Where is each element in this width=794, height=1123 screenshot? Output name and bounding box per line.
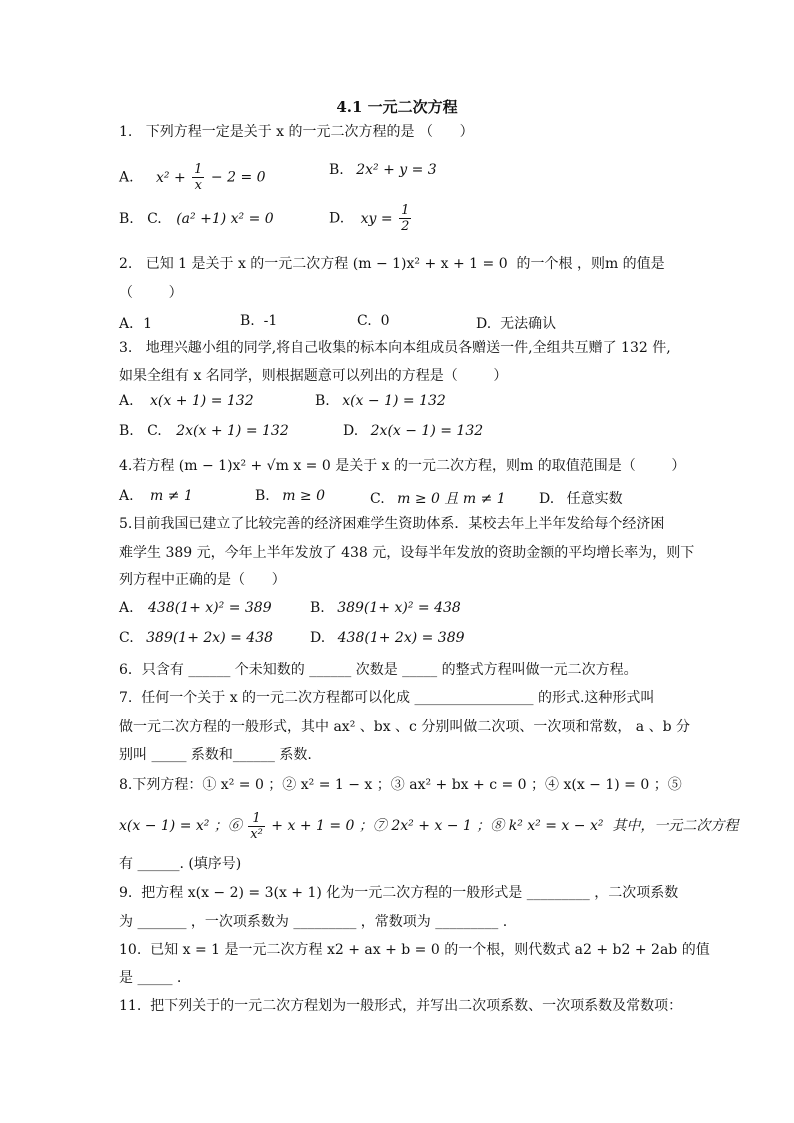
q5-d-label: D. bbox=[310, 630, 326, 646]
q2-option-d: D. 无法确认 bbox=[476, 316, 557, 332]
q1-a-num: 1 bbox=[194, 162, 203, 177]
q9-line1: 9. 把方程 x(x − 2) = 3(x + 1) 化为一元二次方程的一般形式是 _________ ，二次项系数 bbox=[119, 885, 679, 901]
q3-c-label: B. C. bbox=[119, 423, 162, 439]
q1-a-post: − 2 = 0 bbox=[210, 169, 266, 186]
q4-c-label: C. bbox=[370, 491, 385, 507]
q8-line1: 8.下列方程：① x² = 0 ；② x² = 1 − x ；③ ax² + bx + c = 0 ；④ x(x − 1) = 0 ；⑤ bbox=[119, 777, 682, 793]
q4-a-text: m ≠ 1 bbox=[150, 488, 193, 504]
q1-a-label: A. bbox=[119, 169, 134, 186]
q5-a-text: 438(1+ x)² = 389 bbox=[148, 600, 272, 616]
q4-option-a bbox=[119, 488, 193, 504]
q8-l2-post: + x + 1 = 0 ；⑦ 2x² + x − 1 ；⑧ k² x² = x − x² 其中，一元二次方程 bbox=[271, 818, 739, 834]
q3-b-text: x(x − 1) = 132 bbox=[342, 393, 446, 409]
q5-d-text: 438(1+ 2x) = 389 bbox=[337, 630, 465, 646]
q5-b-text: 389(1+ x)² = 438 bbox=[337, 600, 461, 616]
q3-option-a bbox=[119, 393, 254, 409]
q3-c-text: 2x(x + 1) = 132 bbox=[176, 423, 289, 439]
q1-d-pre: xy = bbox=[360, 210, 393, 227]
q5-option-a bbox=[119, 600, 272, 616]
q5-option-b bbox=[310, 600, 461, 616]
q4-a-label: A. bbox=[119, 488, 134, 504]
q4-b-text: m ≥ 0 bbox=[282, 488, 326, 504]
q5-stem-line2: 难学生 389 元，今年上半年发放了 438 元，设每半年发放的资助金额的平均增长率为，则下 bbox=[119, 545, 695, 561]
q8-den: x² bbox=[250, 826, 263, 842]
q1-a-den: x bbox=[194, 178, 202, 193]
q3-option-b bbox=[315, 393, 446, 409]
q2-option-b: B. -1 bbox=[240, 313, 278, 329]
q8-l2-pre: x(x − 1) = x² ；⑥ bbox=[119, 818, 242, 834]
q1-option-b bbox=[329, 162, 437, 178]
q5-c-text: 389(1+ 2x) = 438 bbox=[146, 630, 274, 646]
q4-b-label: B. bbox=[255, 488, 270, 504]
q5-stem-line3: 列方程中正确的是（ ） bbox=[119, 572, 286, 588]
q1-b-text: 2x² + y = 3 bbox=[356, 162, 437, 178]
q4-d-label: D. bbox=[539, 491, 555, 507]
page-title: 4.1 一元二次方程 bbox=[336, 98, 458, 116]
q5-b-label: B. bbox=[310, 600, 325, 616]
q3-d-text: 2x(x − 1) = 132 bbox=[370, 423, 484, 439]
q3-b-label: B. bbox=[315, 393, 330, 409]
q1-option-c bbox=[119, 211, 274, 227]
q7-line2: 做一元二次方程的一般形式，其中 ax² 、bx 、c 分别叫做二次项、一次项和常数， a 、b 分 bbox=[119, 719, 691, 735]
q1-d-fraction bbox=[399, 203, 411, 234]
q3-stem-line2: 如果全组有 x 名同学，则根据题意可以列出的方程是（ ） bbox=[119, 368, 508, 384]
q2-option-c: C. 0 bbox=[357, 313, 390, 329]
q4-stem: 4.若方程 (m − 1)x² + √m x = 0 是关于 x 的一元二次方程，则m 的取值范围是（ ） bbox=[119, 458, 686, 474]
q8-line2 bbox=[119, 808, 738, 844]
q2-option-a: A．1 bbox=[119, 316, 153, 332]
q5-option-d bbox=[310, 630, 465, 646]
q1-option-a bbox=[119, 162, 266, 193]
q2-stem: 2. 已知 1 是关于 x 的一元二次方程 (m − 1)x² + x + 1 = 0 的一个根 ，则m 的值是 bbox=[119, 256, 665, 272]
q5-stem-line1: 5.目前我国已建立了比较完善的经济困难学生资助体系．某校去年上半年发给每个经济困 bbox=[119, 516, 665, 532]
q1-a-pre: x² + bbox=[156, 169, 186, 186]
q3-a-label: A. bbox=[119, 393, 134, 409]
q7-line1: 7. 任何一个关于 x 的一元二次方程都可以化成 _________________ 的形式.这种形式叫 bbox=[119, 690, 655, 706]
q2-paren: （ ） bbox=[119, 285, 183, 301]
q5-a-label: A. bbox=[119, 600, 134, 616]
q1-stem: 1. 下列方程一定是关于 x 的一元二次方程的是 （ ） bbox=[119, 124, 474, 140]
q4-option-d bbox=[539, 488, 623, 508]
q1-a-fraction bbox=[192, 162, 204, 193]
q3-option-c bbox=[119, 423, 289, 439]
q3-option-d bbox=[343, 423, 483, 439]
q5-c-label: C. bbox=[119, 630, 134, 646]
q1-d-num: 1 bbox=[401, 203, 410, 218]
q8-num: 1 bbox=[248, 811, 265, 827]
q10-line2: 是 _____ . bbox=[119, 970, 182, 986]
q3-stem-line1: 3. 地理兴趣小组的同学,将自己收集的标本向本组成员各赠送一件,全组共互赠了 132 件, bbox=[119, 340, 671, 356]
q3-d-label: D. bbox=[343, 423, 359, 439]
q4-option-c bbox=[370, 488, 506, 508]
q1-c-text: (a² +1) x² = 0 bbox=[176, 211, 274, 227]
q4-option-b bbox=[255, 488, 325, 504]
q1-b-label: B. bbox=[329, 162, 344, 178]
q10-line1: 10. 已知 x = 1 是一元二次方程 x2 + ax + b = 0 的一个根，则代数式 a2 + b2 + 2ab 的值 bbox=[119, 942, 710, 958]
q1-c-label: B. C. bbox=[119, 211, 162, 227]
q8-line3: 有 ______. (填序号) bbox=[119, 856, 242, 872]
q11-text: 11. 把下列关于的一元二次方程划为一般形式，并写出二次项系数、一次项系数及常数项： bbox=[119, 998, 683, 1014]
q9-line2: 为 _______ ，一次项系数为 _________ ，常数项为 _________ . bbox=[119, 914, 508, 930]
q8-fraction bbox=[248, 811, 265, 842]
q5-option-c bbox=[119, 630, 273, 646]
q6-text: 6．只含有 ______ 个未知数的 ______ 次数是 _____ 的整式方程叫做一元二次方程。 bbox=[119, 662, 638, 678]
q4-c-text: m ≥ 0 且 m ≠ 1 bbox=[397, 491, 506, 507]
q4-d-text: 任意实数 bbox=[566, 491, 623, 507]
q3-a-text: x(x + 1) = 132 bbox=[150, 393, 254, 409]
q7-line3: 别叫 _____ 系数和______ 系数. bbox=[119, 747, 312, 763]
q1-d-label: D. bbox=[329, 210, 345, 227]
q1-d-den: 2 bbox=[401, 219, 410, 234]
q1-option-d bbox=[329, 203, 413, 234]
